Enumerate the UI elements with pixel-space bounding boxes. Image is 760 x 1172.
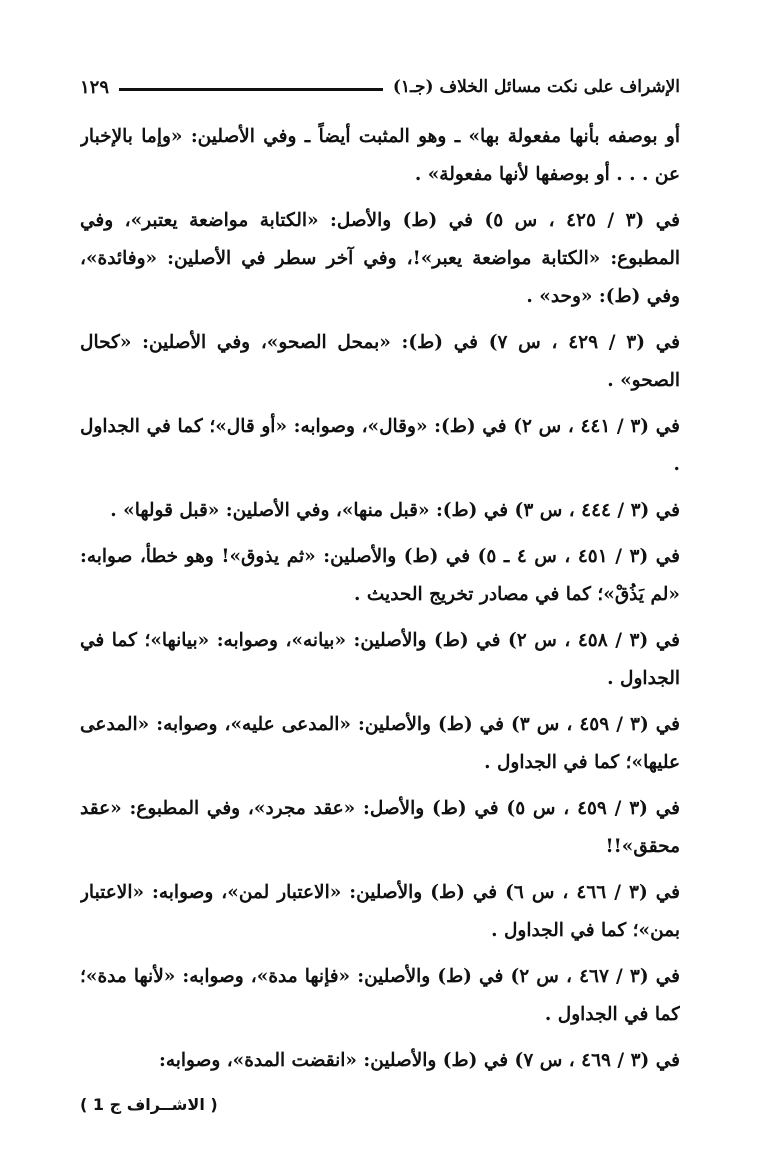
paragraph: في (٣ / ٤٦٧ ، س ٢) في (ط) والأصلين: «فإنها مدة»، وصوابه: «لأنها مدة»؛ كما في الجداول . [80,966,680,1025]
header-rule [119,88,383,91]
paragraph: في (٣ / ٤٢٥ ، س ٥) في (ط) والأصل: «الكتابة مواضعة يعتبر»، وفي المطبوع: «الكتابة مواضعة يعبر»!، وفي آخر سطر في الأصلين: «وفائدة»، وفي (ط): «وحد» . [80,210,680,307]
paragraph: في (٣ / ٤٥٩ ، س ٥) في (ط) والأصل: «عقد مجرد»، وفي المطبوع: «عقد محقق»!! [80,798,680,857]
paragraph: أو بوصفه بأنها مفعولة بها» ـ وهو المثبت أيضاً ـ وفي الأصلين: «وإما بالإخبار عن . . . أو بوصفها لأنها مفعولة» . [80,126,680,185]
paragraph: في (٣ / ٤٥٨ ، س ٢) في (ط) والأصلين: «بيانه»، وصوابه: «بيانها»؛ كما في الجداول . [80,630,680,689]
signature-mark: ( الاشــراف ج 1 ) [80,1095,218,1114]
page-header [80,72,680,102]
paragraph: في (٣ / ٤٤٤ ، س ٣) في (ط): «قبل منها»، وفي الأصلين: «قبل قولها» . [110,500,680,521]
body-text [80,118,680,1078]
paragraph: في (٣ / ٤٦٩ ، س ٧) في (ط) والأصلين: «انقضت المدة»، وصوابه: [159,1050,680,1071]
paragraph: في (٣ / ٤٥٩ ، س ٣) في (ط) والأصلين: «المدعى عليه»، وصوابه: «المدعى عليها»؛ كما في الجداول . [80,714,680,773]
paragraph: في (٣ / ٤٦٦ ، س ٦) في (ط) والأصلين: «الاعتبار لمن»، وصوابه: «الاعتبار بمن»؛ كما في الجداول . [80,882,680,941]
running-title: الإشراف على نكت مسائل الخلاف (جـ١) [392,77,680,97]
paragraph: في (٣ / ٤٥١ ، س ٤ ـ ٥) في (ط) والأصلين: «ثم يذوق»! وهو خطأ، صوابه: «لم يَذُقْ»؛ كما في مصادر تخريج الحديث . [80,546,680,605]
paragraph: في (٣ / ٤٤١ ، س ٢) في (ط): «وقال»، وصوابه: «أو قال»؛ كما في الجداول . [80,416,680,475]
page-number: ١٢٩ [80,76,110,98]
paragraph: في (٣ / ٤٢٩ ، س ٧) في (ط): «بمحل الصحو»، وفي الأصلين: «كحال الصحو» . [80,332,680,391]
